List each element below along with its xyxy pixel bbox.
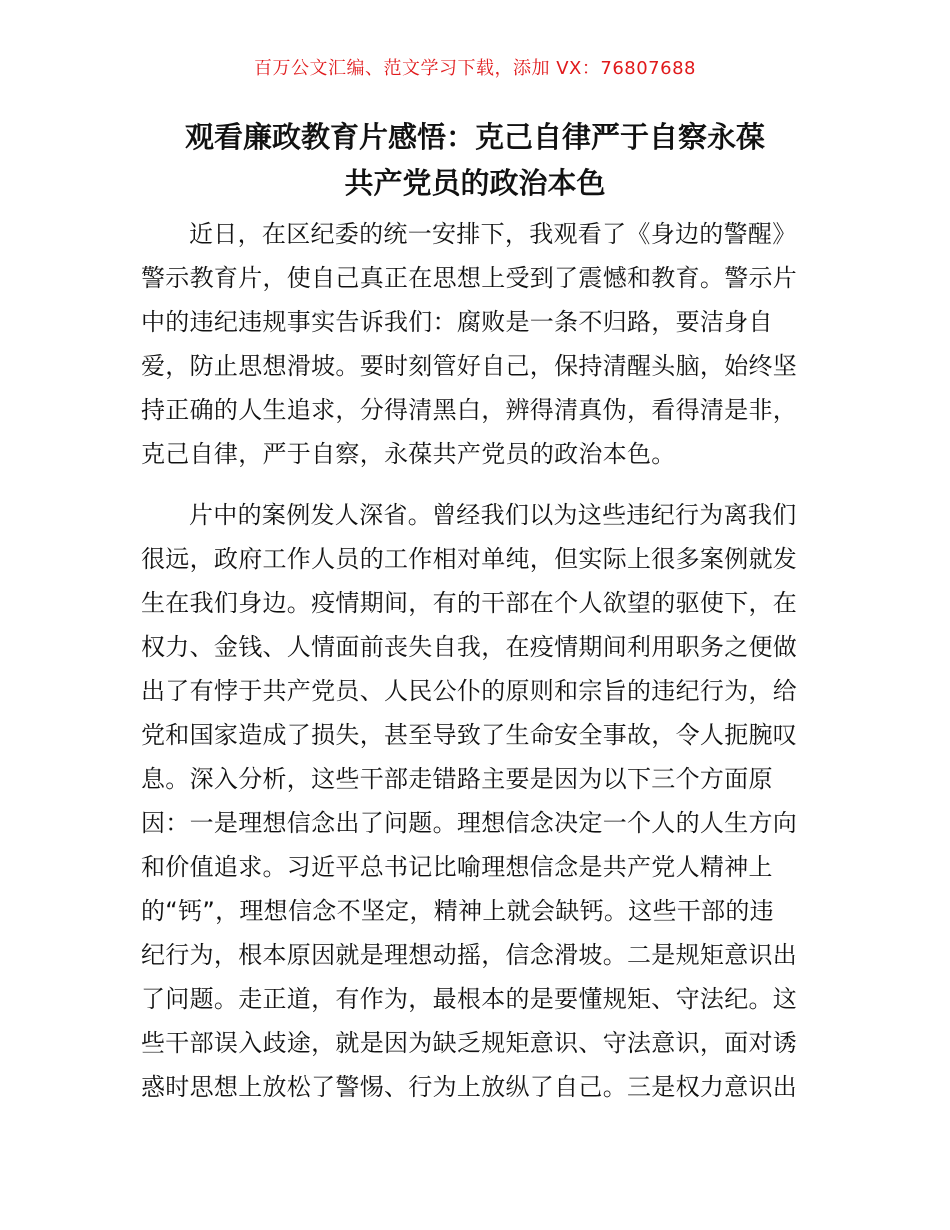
paragraph-line: 爱，防止思想滑坡。要时刻管好自己，保持清醒头脑，始终坚 bbox=[141, 352, 798, 380]
paragraph-line: 很远，政府工作人员的工作相对单纯，但实际上很多案例就发 bbox=[141, 545, 798, 573]
paragraph-line: 了问题。走正道，有作为，最根本的是要懂规矩、守法纪。这 bbox=[141, 985, 798, 1013]
page-title bbox=[120, 114, 830, 206]
paragraph-line: 近日，在区纪委的统一安排下，我观看了《身边的警醒》 bbox=[189, 220, 797, 248]
paragraph-line: 持正确的人生追求，分得清黑白，辨得清真伪，看得清是非， bbox=[141, 396, 798, 424]
title-line-1: 观看廉政教育片感悟：克己自律严于自察永葆 bbox=[184, 120, 765, 154]
paragraph-line: 权力、金钱、人情面前丧失自我，在疫情期间利用职务之便做 bbox=[141, 633, 798, 661]
paragraph-line: 的“钙”，理想信念不坚定，精神上就会缺钙。这些干部的违 bbox=[141, 897, 774, 925]
paragraph-line: 出了有悖于共产党员、人民公仆的原则和宗旨的违纪行为，给 bbox=[141, 677, 798, 705]
paragraph-line: 息。深入分析，这些干部走错路主要是因为以下三个方面原 bbox=[141, 765, 773, 793]
paragraph-line: 生在我们身边。疫情期间，有的干部在个人欲望的驱使下，在 bbox=[141, 589, 798, 617]
paragraph-line: 纪行为，根本原因就是理想动摇，信念滑坡。二是规矩意识出 bbox=[141, 941, 798, 969]
paragraph-line: 些干部误入歧途，就是因为缺乏规矩意识、守法意识，面对诱 bbox=[141, 1029, 798, 1057]
paragraph-line: 中的违纪违规事实告诉我们：腐败是一条不归路，要洁身自 bbox=[141, 308, 773, 336]
paragraph-line: 因：一是理想信念出了问题。理想信念决定一个人的人生方向 bbox=[141, 809, 798, 837]
paragraph-2 bbox=[141, 493, 813, 1109]
paragraph-line: 片中的案例发人深省。曾经我们以为这些违纪行为离我们 bbox=[189, 501, 797, 529]
watermark-header: 百万公文汇编、范文学习下载，添加 VX：76807688 bbox=[254, 58, 696, 79]
paragraph-line: 克己自律，严于自察，永葆共产党员的政治本色。 bbox=[141, 440, 676, 468]
paragraph-line: 警示教育片，使自己真正在思想上受到了震憾和教育。警示片 bbox=[141, 264, 798, 292]
document-body bbox=[141, 212, 813, 1109]
paragraph-line: 党和国家造成了损失，甚至导致了生命安全事故，令人扼腕叹 bbox=[141, 721, 798, 749]
paragraph-1 bbox=[141, 212, 813, 476]
title-line-2: 共产党员的政治本色 bbox=[344, 166, 606, 200]
paragraph-line: 惑时思想上放松了警惕、行为上放纵了自己。三是权力意识出 bbox=[141, 1073, 798, 1101]
paragraph-line: 和价值追求。习近平总书记比喻理想信念是共产党人精神上 bbox=[141, 853, 773, 881]
